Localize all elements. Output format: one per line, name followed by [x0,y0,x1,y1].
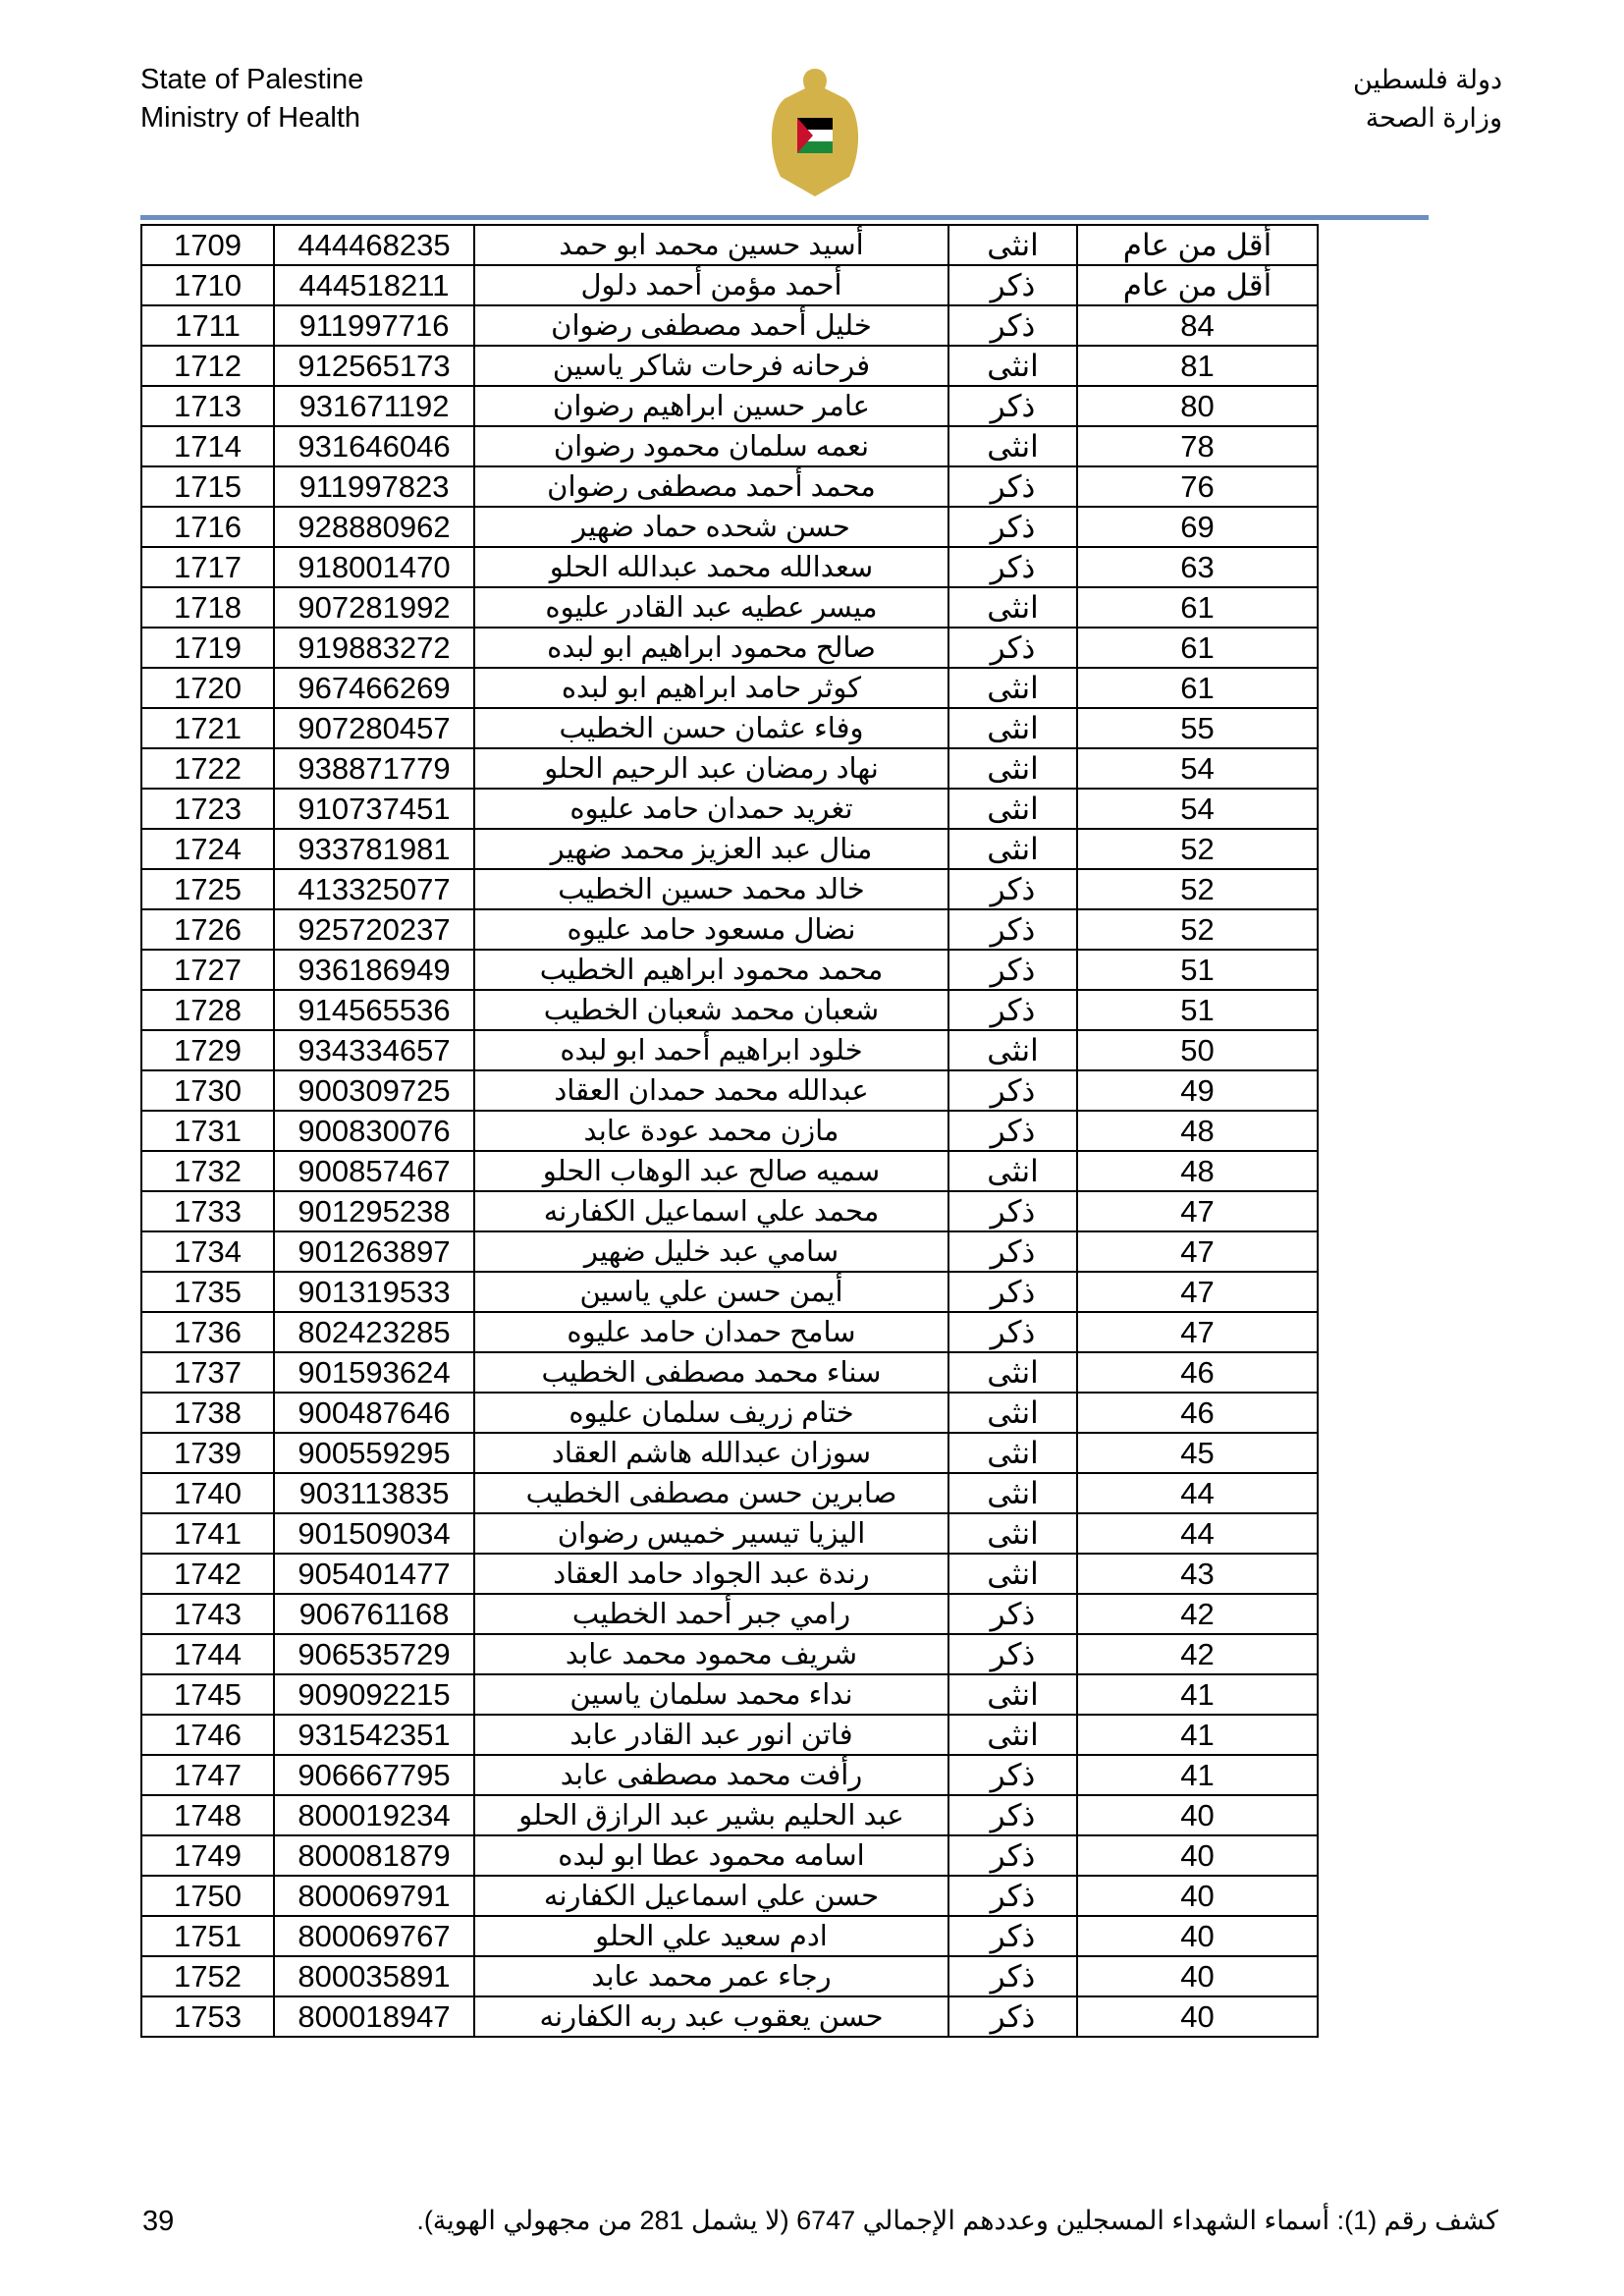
serial-number-cell: 1743 [141,1594,274,1634]
gender-cell: ذكر [948,1111,1077,1151]
id-number-cell: 800081879 [274,1835,474,1876]
name-cell: عبد الحليم بشير عبد الرازق الحلو [474,1795,948,1835]
id-number-cell: 931646046 [274,426,474,466]
id-number-cell: 900559295 [274,1433,474,1473]
name-cell: حسن علي اسماعيل الكفارنه [474,1876,948,1916]
serial-number-cell: 1718 [141,587,274,628]
serial-number-cell: 1749 [141,1835,274,1876]
id-number-cell: 912565173 [274,346,474,386]
gender-cell: ذكر [948,1191,1077,1231]
table-row [141,748,1318,789]
id-number-cell: 905401477 [274,1554,474,1594]
table-row [141,1674,1318,1715]
serial-number-cell: 1737 [141,1352,274,1393]
gender-cell: انثى [948,587,1077,628]
serial-number-cell: 1709 [141,225,274,265]
gender-cell: انثى [948,1151,1077,1191]
age-cell: 40 [1077,1835,1318,1876]
gender-cell: ذكر [948,1070,1077,1111]
id-number-cell: 903113835 [274,1473,474,1513]
gender-cell: انثى [948,1433,1077,1473]
age-cell: 41 [1077,1674,1318,1715]
id-number-cell: 802423285 [274,1312,474,1352]
gender-cell: ذكر [948,1795,1077,1835]
header-divider [140,215,1429,220]
id-number-cell: 800019234 [274,1795,474,1835]
serial-number-cell: 1750 [141,1876,274,1916]
serial-number-cell: 1722 [141,748,274,789]
table-row [141,265,1318,305]
name-cell: سوزان عبدالله هاشم العقاد [474,1433,948,1473]
name-cell: رامي جبر أحمد الخطيب [474,1594,948,1634]
age-cell: 47 [1077,1191,1318,1231]
gender-cell: ذكر [948,466,1077,507]
age-cell: 69 [1077,507,1318,547]
age-cell: 40 [1077,1795,1318,1835]
age-cell: 44 [1077,1513,1318,1554]
table-row [141,1554,1318,1594]
serial-number-cell: 1746 [141,1715,274,1755]
serial-number-cell: 1736 [141,1312,274,1352]
table-row [141,346,1318,386]
table-row [141,789,1318,829]
id-number-cell: 918001470 [274,547,474,587]
name-cell: اليزيا تيسير خميس رضوان [474,1513,948,1554]
table-row [141,225,1318,265]
id-number-cell: 907281992 [274,587,474,628]
gender-cell: انثى [948,789,1077,829]
id-number-cell: 800035891 [274,1956,474,1996]
name-cell: أسيد حسين محمد ابو حمد [474,225,948,265]
serial-number-cell: 1732 [141,1151,274,1191]
name-cell: اسامه محمود عطا ابو لبده [474,1835,948,1876]
name-cell: سناء محمد مصطفى الخطيب [474,1352,948,1393]
serial-number-cell: 1713 [141,386,274,426]
name-cell: فاتن انور عبد القادر عابد [474,1715,948,1755]
name-cell: شعبان محمد شعبان الخطيب [474,990,948,1030]
age-cell: 61 [1077,668,1318,708]
table-row [141,1393,1318,1433]
id-number-cell: 906667795 [274,1755,474,1795]
serial-number-cell: 1745 [141,1674,274,1715]
id-number-cell: 919883272 [274,628,474,668]
age-cell: 61 [1077,628,1318,668]
age-cell: 84 [1077,305,1318,346]
gender-cell: ذكر [948,1272,1077,1312]
table-row [141,1030,1318,1070]
name-cell: أيمن حسن علي ياسين [474,1272,948,1312]
serial-number-cell: 1730 [141,1070,274,1111]
id-number-cell: 933781981 [274,829,474,869]
name-cell: سعدالله محمد عبدالله الحلو [474,547,948,587]
name-cell: نعمه سلمان محمود رضوان [474,426,948,466]
name-cell: صالح محمود ابراهيم ابو لبده [474,628,948,668]
table-row [141,909,1318,950]
table-row [141,305,1318,346]
gender-cell: ذكر [948,628,1077,668]
gender-cell: انثى [948,1030,1077,1070]
age-cell: 81 [1077,346,1318,386]
table-row [141,1795,1318,1835]
gender-cell: ذكر [948,305,1077,346]
age-cell: 52 [1077,869,1318,909]
id-number-cell: 909092215 [274,1674,474,1715]
id-number-cell: 938871779 [274,748,474,789]
gender-cell: ذكر [948,1876,1077,1916]
name-cell: صابرين حسن مصطفى الخطيب [474,1473,948,1513]
footer-caption: كشف رقم (1): أسماء الشهداء المسجلين وعددهم الإجمالي 6747 (لا يشمل 281 من مجهولي الهوية). [416,2206,1498,2235]
serial-number-cell: 1716 [141,507,274,547]
serial-number-cell: 1734 [141,1231,274,1272]
serial-number-cell: 1726 [141,909,274,950]
serial-number-cell: 1720 [141,668,274,708]
id-number-cell: 800069767 [274,1916,474,1956]
table-row [141,1312,1318,1352]
id-number-cell: 444468235 [274,225,474,265]
gender-cell: انثى [948,668,1077,708]
table-row [141,587,1318,628]
age-cell: 46 [1077,1393,1318,1433]
id-number-cell: 931671192 [274,386,474,426]
serial-number-cell: 1740 [141,1473,274,1513]
age-cell: 78 [1077,426,1318,466]
ministry-name: Ministry of Health [140,102,361,134]
name-cell: ادم سعيد علي الحلو [474,1916,948,1956]
name-cell: خلود ابراهيم أحمد ابو لبده [474,1030,948,1070]
id-number-cell: 900487646 [274,1393,474,1433]
serial-number-cell: 1752 [141,1956,274,1996]
gender-cell: ذكر [948,909,1077,950]
gender-cell: ذكر [948,869,1077,909]
table-row [141,1433,1318,1473]
gender-cell: انثى [948,1513,1077,1554]
table-row [141,1231,1318,1272]
name-cell: محمد محمود ابراهيم الخطيب [474,950,948,990]
table-row [141,1352,1318,1393]
name-cell: أحمد مؤمن أحمد دلول [474,265,948,305]
name-cell: رجاء عمر محمد عابد [474,1956,948,1996]
name-cell: ختام زريف سلمان عليوه [474,1393,948,1433]
table-row [141,547,1318,587]
age-cell: 47 [1077,1231,1318,1272]
serial-number-cell: 1741 [141,1513,274,1554]
gender-cell: ذكر [948,1594,1077,1634]
gender-cell: ذكر [948,507,1077,547]
gender-cell: ذكر [948,1231,1077,1272]
gender-cell: انثى [948,748,1077,789]
age-cell: 49 [1077,1070,1318,1111]
table-row [141,426,1318,466]
id-number-cell: 911997823 [274,466,474,507]
serial-number-cell: 1711 [141,305,274,346]
name-cell: مازن محمد عودة عابد [474,1111,948,1151]
gender-cell: انثى [948,426,1077,466]
age-cell: 41 [1077,1715,1318,1755]
name-cell: منال عبد العزيز محمد ضهير [474,829,948,869]
table-row [141,1956,1318,1996]
serial-number-cell: 1751 [141,1916,274,1956]
table-row [141,1151,1318,1191]
gender-cell: انثى [948,1715,1077,1755]
name-cell: سامي عبد خليل ضهير [474,1231,948,1272]
id-number-cell: 906535729 [274,1634,474,1674]
gender-cell: انثى [948,1473,1077,1513]
age-cell: 42 [1077,1634,1318,1674]
gender-cell: انثى [948,346,1077,386]
serial-number-cell: 1721 [141,708,274,748]
name-cell: سميه صالح عبد الوهاب الحلو [474,1151,948,1191]
name-cell: عبدالله محمد حمدان العقاد [474,1070,948,1111]
serial-number-cell: 1725 [141,869,274,909]
id-number-cell: 900830076 [274,1111,474,1151]
id-number-cell: 910737451 [274,789,474,829]
age-cell: 51 [1077,950,1318,990]
name-cell: نضال مسعود حامد عليوه [474,909,948,950]
palestine-eagle-emblem [756,59,874,206]
serial-number-cell: 1719 [141,628,274,668]
table-row [141,386,1318,426]
age-cell: 52 [1077,909,1318,950]
table-row [141,1634,1318,1674]
serial-number-cell: 1712 [141,346,274,386]
serial-number-cell: 1715 [141,466,274,507]
gender-cell: ذكر [948,1755,1077,1795]
serial-number-cell: 1731 [141,1111,274,1151]
serial-number-cell: 1735 [141,1272,274,1312]
table-row [141,628,1318,668]
gender-cell: انثى [948,708,1077,748]
age-cell: 63 [1077,547,1318,587]
age-cell: 47 [1077,1272,1318,1312]
name-cell: رندة عبد الجواد حامد العقاد [474,1554,948,1594]
age-cell: 40 [1077,1956,1318,1996]
age-cell: 80 [1077,386,1318,426]
id-number-cell: 901593624 [274,1352,474,1393]
id-number-cell: 936186949 [274,950,474,990]
gender-cell: ذكر [948,990,1077,1030]
id-number-cell: 907280457 [274,708,474,748]
id-number-cell: 967466269 [274,668,474,708]
name-cell: عامر حسين ابراهيم رضوان [474,386,948,426]
age-cell: 44 [1077,1473,1318,1513]
age-cell: 40 [1077,1996,1318,2037]
table-row [141,990,1318,1030]
gender-cell: ذكر [948,1956,1077,1996]
serial-number-cell: 1728 [141,990,274,1030]
name-cell: نهاد رمضان عبد الرحيم الحلو [474,748,948,789]
serial-number-cell: 1727 [141,950,274,990]
age-cell: 54 [1077,789,1318,829]
id-number-cell: 901295238 [274,1191,474,1231]
serial-number-cell: 1724 [141,829,274,869]
table-row [141,1070,1318,1111]
id-number-cell: 934334657 [274,1030,474,1070]
name-cell: محمد علي اسماعيل الكفارنه [474,1191,948,1231]
age-cell: 40 [1077,1916,1318,1956]
age-cell: 48 [1077,1111,1318,1151]
table-row [141,869,1318,909]
id-number-cell: 900309725 [274,1070,474,1111]
table-row [141,668,1318,708]
name-cell: رأفت محمد مصطفى عابد [474,1755,948,1795]
table-row [141,507,1318,547]
name-cell: خالد محمد حسين الخطيب [474,869,948,909]
name-cell: فرحانه فرحات شاكر ياسين [474,346,948,386]
table-row [141,1473,1318,1513]
serial-number-cell: 1714 [141,426,274,466]
age-cell: 45 [1077,1433,1318,1473]
serial-number-cell: 1723 [141,789,274,829]
gender-cell: ذكر [948,1634,1077,1674]
name-cell: تغريد حمدان حامد عليوه [474,789,948,829]
gender-cell: انثى [948,1393,1077,1433]
id-number-cell: 906761168 [274,1594,474,1634]
serial-number-cell: 1753 [141,1996,274,2037]
name-cell: محمد أحمد مصطفى رضوان [474,466,948,507]
gender-cell: انثى [948,1352,1077,1393]
table-row [141,1835,1318,1876]
age-cell: 61 [1077,587,1318,628]
gender-cell: ذكر [948,386,1077,426]
name-cell: سامح حمدان حامد عليوه [474,1312,948,1352]
country-name: State of Palestine [140,64,364,95]
id-number-cell: 901509034 [274,1513,474,1554]
age-cell: أقل من عام [1077,225,1318,265]
id-number-cell: 911997716 [274,305,474,346]
serial-number-cell: 1710 [141,265,274,305]
serial-number-cell: 1748 [141,1795,274,1835]
gender-cell: انثى [948,1674,1077,1715]
age-cell: 47 [1077,1312,1318,1352]
id-number-cell: 444518211 [274,265,474,305]
age-cell: 54 [1077,748,1318,789]
serial-number-cell: 1744 [141,1634,274,1674]
table-row [141,1111,1318,1151]
table-row [141,1876,1318,1916]
gender-cell: انثى [948,1554,1077,1594]
age-cell: 40 [1077,1876,1318,1916]
gender-cell: انثى [948,225,1077,265]
id-number-cell: 800069791 [274,1876,474,1916]
id-number-cell: 901319533 [274,1272,474,1312]
name-cell: كوثر حامد ابراهيم ابو لبده [474,668,948,708]
age-cell: 46 [1077,1352,1318,1393]
gender-cell: ذكر [948,1835,1077,1876]
serial-number-cell: 1747 [141,1755,274,1795]
table-row [141,1715,1318,1755]
table-row [141,1272,1318,1312]
serial-number-cell: 1733 [141,1191,274,1231]
table-row [141,829,1318,869]
table-row [141,1916,1318,1956]
name-cell: نداء محمد سلمان ياسين [474,1674,948,1715]
table-row [141,708,1318,748]
gender-cell: انثى [948,829,1077,869]
name-cell: ميسر عطيه عبد القادر عليوه [474,587,948,628]
age-cell: 76 [1077,466,1318,507]
gender-cell: ذكر [948,1916,1077,1956]
name-cell: حسن شحده حماد ضهير [474,507,948,547]
id-number-cell: 931542351 [274,1715,474,1755]
id-number-cell: 800018947 [274,1996,474,2037]
serial-number-cell: 1717 [141,547,274,587]
gender-cell: ذكر [948,1312,1077,1352]
table-row [141,1594,1318,1634]
page-number: 39 [142,2206,175,2237]
id-number-cell: 900857467 [274,1151,474,1191]
age-cell: 52 [1077,829,1318,869]
name-cell: حسن يعقوب عبد ربه الكفارنه [474,1996,948,2037]
name-cell: شريف محمود محمد عابد [474,1634,948,1674]
id-number-cell: 925720237 [274,909,474,950]
header-english [140,61,363,137]
id-number-cell: 928880962 [274,507,474,547]
gender-cell: ذكر [948,547,1077,587]
age-cell: 42 [1077,1594,1318,1634]
age-cell: 43 [1077,1554,1318,1594]
table-row [141,1513,1318,1554]
id-number-cell: 914565536 [274,990,474,1030]
serial-number-cell: 1742 [141,1554,274,1594]
table-row [141,466,1318,507]
age-cell: 50 [1077,1030,1318,1070]
ministry-name-arabic: وزارة الصحة [1365,103,1502,133]
age-cell: 55 [1077,708,1318,748]
name-cell: خليل أحمد مصطفى رضوان [474,305,948,346]
name-cell: وفاء عثمان حسن الخطيب [474,708,948,748]
martyrs-table [140,224,1319,2038]
table-row [141,1755,1318,1795]
id-number-cell: 901263897 [274,1231,474,1272]
country-name-arabic: دولة فلسطين [1352,65,1502,94]
header-arabic [1353,61,1502,137]
table-row [141,950,1318,990]
table-row [141,1191,1318,1231]
table-row [141,1996,1318,2037]
serial-number-cell: 1738 [141,1393,274,1433]
id-number-cell: 413325077 [274,869,474,909]
serial-number-cell: 1729 [141,1030,274,1070]
gender-cell: ذكر [948,265,1077,305]
gender-cell: ذكر [948,950,1077,990]
serial-number-cell: 1739 [141,1433,274,1473]
age-cell: 41 [1077,1755,1318,1795]
gender-cell: ذكر [948,1996,1077,2037]
age-cell: أقل من عام [1077,265,1318,305]
age-cell: 51 [1077,990,1318,1030]
age-cell: 48 [1077,1151,1318,1191]
